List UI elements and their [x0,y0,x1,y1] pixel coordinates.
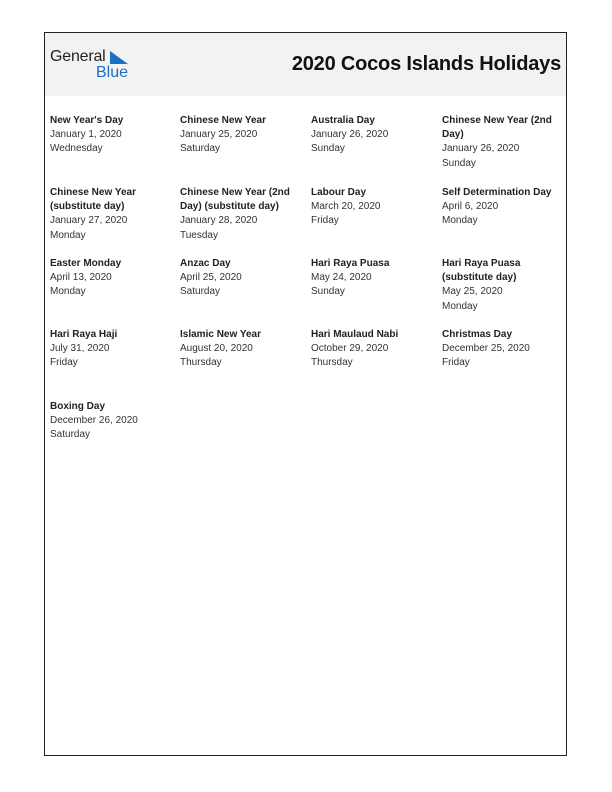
holiday-item [311,186,433,229]
holiday-weekday: Monday [442,300,478,312]
holiday-name: Islamic New Year [180,329,261,340]
header-bar [45,33,566,96]
holiday-name: Boxing Day [50,401,106,412]
holiday-name: Self Determination Day [442,187,552,198]
holiday-date: April 13, 2020 [50,272,112,284]
holiday-name: Hari Raya Haji [50,329,118,340]
holiday-weekday: Thursday [311,357,353,369]
holiday-date: March 20, 2020 [311,201,381,213]
holiday-name: Hari Raya Puasa (substitute day) [442,258,521,284]
holiday-weekday: Friday [442,357,470,369]
holiday-date: December 26, 2020 [50,415,138,427]
logo-general-text: General [50,48,106,65]
holiday-name: Labour Day [311,187,367,198]
holiday-date: January 28, 2020 [180,215,258,227]
holiday-item [180,114,302,157]
holiday-weekday: Monday [50,286,86,298]
holiday-weekday: Saturday [180,286,221,298]
holiday-name: Anzac Day [180,258,231,269]
holiday-item [50,328,172,371]
holiday-name: Australia Day [311,115,375,126]
logo-flag-icon [110,51,128,64]
holiday-item [311,257,433,300]
holiday-date: May 24, 2020 [311,272,372,284]
holiday-weekday: Monday [50,229,86,241]
holiday-name: Hari Raya Puasa [311,258,390,269]
holiday-date: January 27, 2020 [50,215,128,227]
holiday-date: April 25, 2020 [180,272,242,284]
holiday-weekday: Tuesday [180,229,218,241]
holiday-date: August 20, 2020 [180,343,253,355]
holiday-date: October 29, 2020 [311,343,389,355]
holiday-weekday: Thursday [180,357,222,369]
logo-blue-text: Blue [96,64,129,81]
page-title: 2020 Cocos Islands Holidays [291,53,561,75]
holiday-weekday: Saturday [50,429,91,441]
holiday-date: January 1, 2020 [50,129,122,141]
holiday-item [50,114,172,157]
holiday-date: July 31, 2020 [50,343,110,355]
holiday-weekday: Friday [50,357,78,369]
holiday-name: Chinese New Year [180,115,266,126]
holiday-item [442,328,564,371]
holiday-item [180,257,302,300]
holiday-name: New Year's Day [50,115,124,126]
holiday-name: Chinese New Year (substitute day) [50,187,136,213]
holiday-date: May 25, 2020 [442,286,503,298]
holiday-item [442,114,564,171]
holiday-item [180,186,302,243]
holiday-weekday: Sunday [311,143,345,155]
page-frame [44,32,567,756]
holiday-date: April 6, 2020 [442,201,499,213]
holiday-weekday: Friday [311,215,339,227]
holiday-date: January 25, 2020 [180,129,258,141]
holiday-weekday: Monday [442,215,478,227]
holiday-name: Hari Maulaud Nabi [311,329,399,340]
holiday-date: December 25, 2020 [442,343,530,355]
holiday-item [50,400,172,443]
holiday-name: Christmas Day [442,329,513,340]
holiday-date: January 26, 2020 [311,129,389,141]
holiday-name: Chinese New Year (2nd Day) (substitute day) [180,187,290,213]
holiday-item [180,328,302,371]
holiday-item [311,328,433,371]
holiday-item [311,114,433,157]
holiday-item [442,186,564,229]
holiday-item [442,257,564,314]
holiday-weekday: Wednesday [50,143,103,155]
holiday-name: Easter Monday [50,258,122,269]
generalblue-logo [50,48,140,84]
holiday-weekday: Saturday [180,143,221,155]
holiday-item [50,186,172,243]
holiday-weekday: Sunday [442,157,476,169]
holiday-date: January 26, 2020 [442,143,520,155]
holiday-name: Chinese New Year (2nd Day) [442,115,552,141]
holiday-weekday: Sunday [311,286,345,298]
holiday-item [50,257,172,300]
